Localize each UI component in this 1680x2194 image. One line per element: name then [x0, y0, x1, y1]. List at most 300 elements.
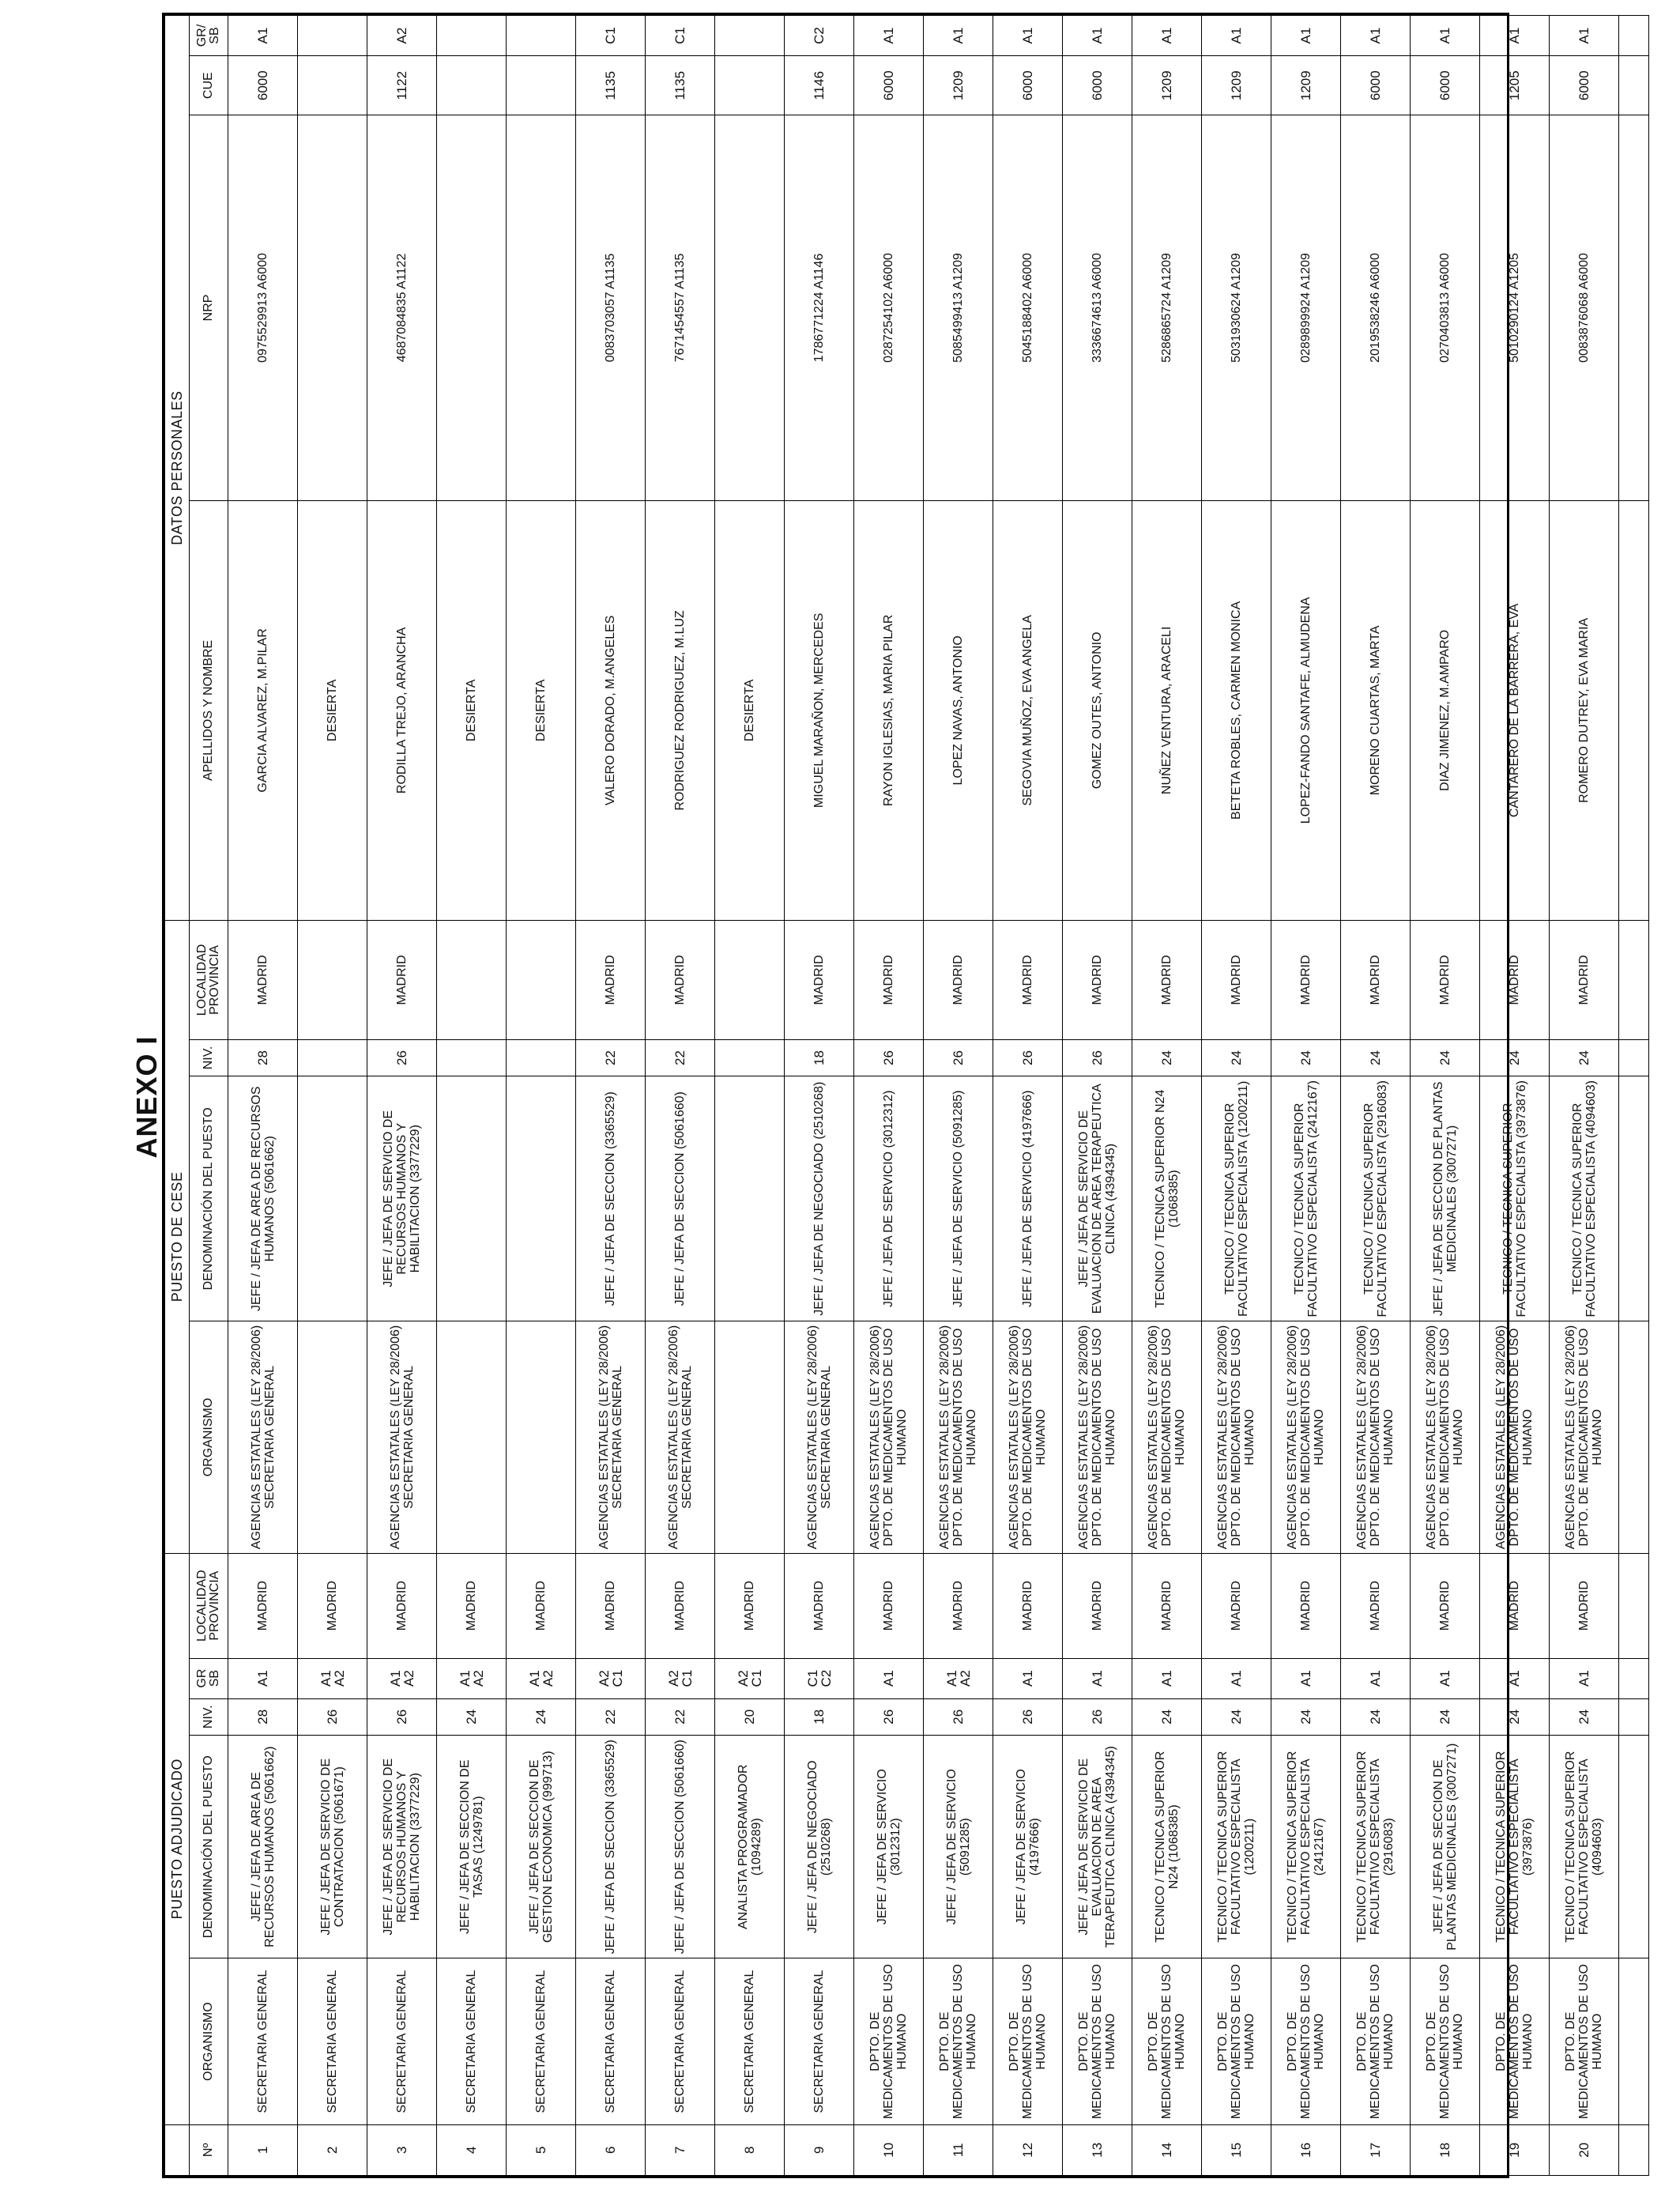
cell-organismo: DPTO. DE MEDICAMENTOS DE USO HUMANO [1202, 1958, 1271, 2124]
cell-organismo: DPTO. DE MEDICAMENTOS DE USO HUMANO [1480, 1958, 1550, 2124]
cell-number: 17 [1341, 2124, 1411, 2175]
cell-niv: 24 [1132, 1698, 1202, 1736]
cell-grsb-personal: A1 [1063, 16, 1132, 56]
cell-apellidos-nombre: SEGOVIA MUÑOZ, EVA ANGELA [993, 500, 1063, 921]
cell-grsb-personal: A1 [1480, 16, 1550, 56]
cell-niv: 26 [993, 1698, 1063, 1736]
cell-cese-niv: 22 [646, 1039, 715, 1076]
cell-denominacion: TECNICO / TECNICA SUPERIOR FACULTATIVO ESPECIALISTA (2412167) [1271, 1736, 1341, 1958]
cell-apellidos-nombre: LOPEZ-FANDO SANTAFE, ALMUDENA [1271, 500, 1341, 921]
cell-grsb-personal [715, 16, 785, 56]
cell-number: 5 [507, 2124, 576, 2175]
cell-number: 18 [1411, 2124, 1480, 2175]
cell-grsb-personal: A1 [1202, 16, 1271, 56]
cell-localidad: MADRID [1202, 1553, 1271, 1658]
cell-cese-denominacion: JEFE / JEFA DE SERVICIO (5091285) [924, 1076, 993, 1321]
table-body [228, 16, 1649, 2176]
cell-cese-denominacion: TECNICO / TECNICA SUPERIOR FACULTATIVO ESPECIALISTA (2916083) [1341, 1076, 1411, 1321]
cell-cese-organismo [715, 1321, 785, 1553]
cell-organismo: DPTO. DE MEDICAMENTOS DE USO HUMANO [993, 1958, 1063, 2124]
cell-niv: 24 [1480, 1698, 1550, 1736]
cell-nrp: 3336674613 A6000 [1063, 115, 1132, 500]
cell-denominacion: JEFE / JEFA DE SECCION DE GESTION ECONOMICA (999713) [507, 1736, 576, 1958]
cell-cese-niv [298, 1039, 367, 1076]
cell-cese-localidad: MADRID [1480, 921, 1550, 1040]
table-row [1132, 16, 1202, 2176]
cell-localidad: MADRID [367, 1553, 437, 1658]
cell-denominacion: JEFE / JEFA DE NEGOCIADO (2510268) [785, 1736, 854, 1958]
cell-cese-localidad [437, 921, 507, 1040]
cell-grsb-personal: A1 [1550, 16, 1619, 56]
cell-grsb-personal: A1 [854, 16, 924, 56]
cell-cese-denominacion: TECNICO / TECNICA SUPERIOR FACULTATIVO ESPECIALISTA (4094603) [1550, 1076, 1619, 1321]
cell-grsb-personal: C2 [785, 16, 854, 56]
table-row [1063, 16, 1132, 2176]
cell-cese-denominacion: TECNICO / TECNICA SUPERIOR FACULTATIVO ESPECIALISTA (1200211) [1202, 1076, 1271, 1321]
cell-localidad: MADRID [298, 1553, 367, 1658]
cell-organismo: SECRETARIA GENERAL [298, 1958, 367, 2124]
cell-cue: 6000 [228, 56, 298, 115]
cell-cese-organismo: AGENCIAS ESTATALES (LEY 28/2006) DPTO. DE MEDICAMENTOS DE USO HUMANO [854, 1321, 924, 1553]
cell-nrp: 2019538246 A6000 [1341, 115, 1411, 500]
cell-cue: 1122 [367, 56, 437, 115]
cell-niv: 22 [576, 1698, 646, 1736]
cell-cese-denominacion: JEFE / JEFA DE SERVICIO DE RECURSOS HUMANOS Y HABILITACION (3377229) [367, 1076, 437, 1321]
col-header-cese-denominacion: DENOMINACIÓN DEL PUESTO [190, 1076, 228, 1321]
cell-apellidos-nombre: GOMEZ OUTES, ANTONIO [1063, 500, 1132, 921]
cell-cese-organismo: AGENCIAS ESTATALES (LEY 28/2006) DPTO. DE MEDICAMENTOS DE USO HUMANO [993, 1321, 1063, 1553]
cell-apellidos-nombre: MORENO CUARTAS, MARTA [1341, 500, 1411, 921]
cell-apellidos-nombre: DESIERTA [298, 500, 367, 921]
cell-grsb: A1 [993, 1658, 1063, 1698]
table-row [1341, 16, 1411, 2176]
cell-cese-localidad: MADRID [367, 921, 437, 1040]
column-header-row [190, 16, 228, 2176]
cell-grsb: C1 C2 [785, 1658, 854, 1698]
cell-nrp: 0083703057 A1135 [576, 115, 646, 500]
cell-number: 1 [228, 2124, 298, 2175]
cell-grsb-personal: A2 [367, 16, 437, 56]
table-row [228, 16, 298, 2176]
cell-cese-organismo: AGENCIAS ESTATALES (LEY 28/2006) SECRETARIA GENERAL [367, 1321, 437, 1553]
annex-table [164, 15, 1649, 2176]
cell-number: 14 [1132, 2124, 1202, 2175]
cell-grsb-personal: A1 [993, 16, 1063, 56]
cell-niv: 18 [785, 1698, 854, 1736]
cell-localidad: MADRID [1480, 1553, 1550, 1658]
cell-nrp: 7671454557 A1135 [646, 115, 715, 500]
cell-organismo: SECRETARIA GENERAL [437, 1958, 507, 2124]
cell-localidad: MADRID [1550, 1553, 1619, 1658]
cell-nrp [507, 115, 576, 500]
cell-apellidos-nombre: NUÑEZ VENTURA, ARACELI [1132, 500, 1202, 921]
cell-cese-niv: 24 [1480, 1039, 1550, 1076]
cell-cue: 6000 [854, 56, 924, 115]
cell-niv: 26 [1063, 1698, 1132, 1736]
cell-grsb-personal [507, 16, 576, 56]
cell-grsb: A1 A2 [507, 1658, 576, 1698]
cell-cese-localidad: MADRID [1341, 921, 1411, 1040]
cell-grsb: A1 [1480, 1658, 1550, 1698]
cell-denominacion: JEFE / JEFA DE SECCION DE PLANTAS MEDICINALES (3007271) [1411, 1736, 1480, 1958]
table-row [924, 16, 993, 2176]
cell-localidad: MADRID [715, 1553, 785, 1658]
cell-grsb: A1 [1411, 1658, 1480, 1698]
cell-organismo: DPTO. DE MEDICAMENTOS DE USO HUMANO [854, 1958, 924, 2124]
cell-cue: 1209 [924, 56, 993, 115]
cell-cese-localidad: MADRID [646, 921, 715, 1040]
cell-nrp: 1786771224 A1146 [785, 115, 854, 500]
cell-number: 12 [993, 2124, 1063, 2175]
cell-cese-localidad: MADRID [1202, 921, 1271, 1040]
table-row [785, 16, 854, 2176]
cell-niv: 24 [507, 1698, 576, 1736]
cell-number: 4 [437, 2124, 507, 2175]
cell-niv: 26 [367, 1698, 437, 1736]
cell-nrp [715, 115, 785, 500]
cell-number: 11 [924, 2124, 993, 2175]
cell-cese-denominacion: JEFE / JEFA DE SERVICIO (4197666) [993, 1076, 1063, 1321]
cell-cese-organismo: AGENCIAS ESTATALES (LEY 28/2006) DPTO. DE MEDICAMENTOS DE USO HUMANO [1341, 1321, 1411, 1553]
cell-apellidos-nombre: RODILLA TREJO, ARANCHA [367, 500, 437, 921]
cell-number: 15 [1202, 2124, 1271, 2175]
cell-nrp: 0270403813 A6000 [1411, 115, 1480, 500]
cell-niv: 24 [437, 1698, 507, 1736]
cell-grsb: A1 [1202, 1658, 1271, 1698]
cell-denominacion: JEFE / JEFA DE SERVICIO DE CONTRATACION (5061671) [298, 1736, 367, 1958]
cell-cese-localidad: MADRID [785, 921, 854, 1040]
cell-organismo: SECRETARIA GENERAL [785, 1958, 854, 2124]
cell-denominacion: TECNICO / TECNICA SUPERIOR FACULTATIVO ESPECIALISTA (2916083) [1341, 1736, 1411, 1958]
cell-cese-localidad: MADRID [1132, 921, 1202, 1040]
cell-cese-niv: 24 [1202, 1039, 1271, 1076]
cell-cese-organismo: AGENCIAS ESTATALES (LEY 28/2006) DPTO. DE MEDICAMENTOS DE USO HUMANO [1480, 1321, 1550, 1553]
cell-cese-denominacion [437, 1076, 507, 1321]
cell-cese-niv: 18 [785, 1039, 854, 1076]
cell-cese-denominacion: JEFE / JEFA DE AREA DE RECURSOS HUMANOS (5061662) [228, 1076, 298, 1321]
cell-cese-organismo: AGENCIAS ESTATALES (LEY 28/2006) DPTO. DE MEDICAMENTOS DE USO HUMANO [1063, 1321, 1132, 1553]
cell-organismo: DPTO. DE MEDICAMENTOS DE USO HUMANO [1341, 1958, 1411, 2124]
cell-cese-organismo: AGENCIAS ESTATALES (LEY 28/2006) SECRETARIA GENERAL [228, 1321, 298, 1553]
cell-cese-niv: 24 [1411, 1039, 1480, 1076]
col-header-cese-organismo: ORGANISMO [190, 1321, 228, 1553]
col-header-cue: CUE [190, 56, 228, 115]
cell-cese-denominacion: JEFE / JEFA DE SERVICIO DE EVALUACION DE AREA TERAPEUTICA CLINICA (4394345) [1063, 1076, 1132, 1321]
cell-grsb-personal: A1 [924, 16, 993, 56]
cell-cue: 6000 [1550, 56, 1619, 115]
cell-organismo: SECRETARIA GENERAL [715, 1958, 785, 2124]
cell-niv: 24 [1341, 1698, 1411, 1736]
cell-number: 3 [367, 2124, 437, 2175]
table-row [437, 16, 507, 2176]
cell-cese-localidad [715, 921, 785, 1040]
cell-denominacion: TECNICO / TECNICA SUPERIOR FACULTATIVO ESPECIALISTA (4094603) [1550, 1736, 1619, 1958]
table-row [1411, 16, 1480, 2176]
cell-cue: 1205 [1480, 56, 1550, 115]
cell-nrp: 0083876068 A6000 [1550, 115, 1619, 500]
cell-organismo: SECRETARIA GENERAL [367, 1958, 437, 2124]
cell-grsb: A1 A2 [367, 1658, 437, 1698]
cell-nrp: 4687084835 A1122 [367, 115, 437, 500]
cell-apellidos-nombre: DESIERTA [507, 500, 576, 921]
cell-apellidos-nombre: DIAZ JIMENEZ, M.AMPARO [1411, 500, 1480, 921]
cell-nrp: 0289899924 A1209 [1271, 115, 1341, 500]
cell-localidad: MADRID [646, 1553, 715, 1658]
cell-cese-localidad: MADRID [924, 921, 993, 1040]
cell-denominacion: JEFE / JEFA DE AREA DE RECURSOS HUMANOS (5061662) [228, 1736, 298, 1958]
cell-cese-organismo: AGENCIAS ESTATALES (LEY 28/2006) DPTO. DE MEDICAMENTOS DE USO HUMANO [1202, 1321, 1271, 1553]
cell-denominacion: JEFE / JEFA DE SERVICIO (4197666) [993, 1736, 1063, 1958]
table-row [854, 16, 924, 2176]
table-row [1202, 16, 1271, 2176]
cell-niv: 20 [715, 1698, 785, 1736]
cell-cese-denominacion [298, 1076, 367, 1321]
cell-denominacion: TECNICO / TECNICA SUPERIOR FACULTATIVO ESPECIALISTA (3973876) [1480, 1736, 1550, 1958]
cell-localidad: MADRID [507, 1553, 576, 1658]
cell-cese-organismo: AGENCIAS ESTATALES (LEY 28/2006) DPTO. DE MEDICAMENTOS DE USO HUMANO [924, 1321, 993, 1553]
cell-localidad: MADRID [854, 1553, 924, 1658]
cell-organismo: DPTO. DE MEDICAMENTOS DE USO HUMANO [1411, 1958, 1480, 2124]
cell-apellidos-nombre: MIGUEL MARAÑON, MERCEDES [785, 500, 854, 921]
cell-cese-denominacion: TECNICO / TECNICA SUPERIOR FACULTATIVO ESPECIALISTA (3973876) [1480, 1076, 1550, 1321]
cell-cese-localidad: MADRID [1271, 921, 1341, 1040]
cell-localidad: MADRID [1411, 1553, 1480, 1658]
cell-cese-denominacion: JEFE / JEFA DE SECCION (3365529) [576, 1076, 646, 1321]
cell-organismo: SECRETARIA GENERAL [576, 1958, 646, 2124]
cell-cue [507, 56, 576, 115]
cell-niv: 24 [1271, 1698, 1341, 1736]
cell-cese-organismo [507, 1321, 576, 1553]
cell-denominacion: JEFE / JEFA DE SECCION (5061660) [646, 1736, 715, 1958]
cell-cese-localidad: MADRID [228, 921, 298, 1040]
table-row [1480, 16, 1550, 2176]
col-header-grsb-personal: GR/ SB [190, 16, 228, 56]
cell-organismo: DPTO. DE MEDICAMENTOS DE USO HUMANO [1063, 1958, 1132, 2124]
cell-localidad: MADRID [1341, 1553, 1411, 1658]
col-header-denominacion: DENOMINACIÓN DEL PUESTO [190, 1736, 228, 1958]
cell-cue: 6000 [1411, 56, 1480, 115]
group-header-row [165, 16, 190, 2176]
cell-number: 7 [646, 2124, 715, 2175]
cell-grsb-personal: A1 [1411, 16, 1480, 56]
cell-nrp: 5031930624 A1209 [1202, 115, 1271, 500]
cell-cue [298, 56, 367, 115]
cell-denominacion: JEFE / JEFA DE SERVICIO DE EVALUACION DE AREA TERAPEUTICA CLINICA (4394345) [1063, 1736, 1132, 1958]
table-row [646, 16, 715, 2176]
cell-niv: 26 [298, 1698, 367, 1736]
cell-niv: 28 [228, 1698, 298, 1736]
cell-cese-niv: 26 [854, 1039, 924, 1076]
cell-niv: 22 [646, 1698, 715, 1736]
cell-localidad: MADRID [785, 1553, 854, 1658]
cell-denominacion: TECNICO / TECNICA SUPERIOR FACULTATIVO ESPECIALISTA (1200211) [1202, 1736, 1271, 1958]
cell-cese-niv [507, 1039, 576, 1076]
table-row [298, 16, 367, 2176]
cell-cese-niv: 26 [1063, 1039, 1132, 1076]
cell-number: 9 [785, 2124, 854, 2175]
col-header-apellidos: APELLIDOS Y NOMBRE [190, 500, 228, 921]
cell-grsb: A1 [1550, 1658, 1619, 1698]
cell-grsb: A1 A2 [298, 1658, 367, 1698]
cell-grsb-personal: A1 [1132, 16, 1202, 56]
cell-niv: 24 [1550, 1698, 1619, 1736]
col-header-organismo: ORGANISMO [190, 1958, 228, 2124]
cell-grsb: A1 [1341, 1658, 1411, 1698]
cell-denominacion: JEFE / JEFA DE SECCION DE TASAS (1249781) [437, 1736, 507, 1958]
cell-cue: 1209 [1271, 56, 1341, 115]
cell-grsb: A1 [1132, 1658, 1202, 1698]
col-header-cese-localidad: LOCALIDAD PROVINCIA [190, 921, 228, 1040]
cell-cese-niv: 24 [1341, 1039, 1411, 1076]
col-header-niv: NIV. [190, 1698, 228, 1736]
cell-apellidos-nombre: GARCIA ALVAREZ, M.PILAR [228, 500, 298, 921]
cell-grsb-personal [298, 16, 367, 56]
cell-nrp: 0287254102 A6000 [854, 115, 924, 500]
table-row [367, 16, 437, 2176]
cell-niv: 24 [1411, 1698, 1480, 1736]
cell-localidad: MADRID [576, 1553, 646, 1658]
cell-organismo: SECRETARIA GENERAL [228, 1958, 298, 2124]
cell-cese-localidad: MADRID [1411, 921, 1480, 1040]
col-header-grsb: GR SB [190, 1658, 228, 1698]
cell-number: 19 [1480, 2124, 1550, 2175]
cell-cese-organismo: AGENCIAS ESTATALES (LEY 28/2006) DPTO. DE MEDICAMENTOS DE USO HUMANO [1132, 1321, 1202, 1553]
cell-cese-organismo: AGENCIAS ESTATALES (LEY 28/2006) SECRETARIA GENERAL [576, 1321, 646, 1553]
cell-organismo: DPTO. DE MEDICAMENTOS DE USO HUMANO [1550, 1958, 1619, 2124]
cell-apellidos-nombre: ROMERO DUTREY, EVA MARIA [1550, 500, 1619, 921]
cell-grsb: A1 [854, 1658, 924, 1698]
group-header-personales: DATOS PERSONALES [165, 16, 190, 921]
cell-cese-niv: 26 [924, 1039, 993, 1076]
cell-cese-denominacion: TECNICO / TECNICA SUPERIOR FACULTATIVO ESPECIALISTA (2412167) [1271, 1076, 1341, 1321]
cell-cese-localidad: MADRID [993, 921, 1063, 1040]
annex-table-frame [162, 13, 1604, 2178]
cell-denominacion: JEFE / JEFA DE SERVICIO DE RECURSOS HUMANOS Y HABILITACION (3377229) [367, 1736, 437, 1958]
cell-cue [437, 56, 507, 115]
cell-grsb: A1 A2 [924, 1658, 993, 1698]
cell-cese-organismo: AGENCIAS ESTATALES (LEY 28/2006) SECRETARIA GENERAL [785, 1321, 854, 1553]
cell-number: 20 [1550, 2124, 1619, 2175]
col-header-nrp: NRP [190, 115, 228, 500]
group-header-cese: PUESTO DE CESE [165, 921, 190, 1554]
cell-number: 6 [576, 2124, 646, 2175]
cell-cese-denominacion [507, 1076, 576, 1321]
cell-cese-organismo: AGENCIAS ESTATALES (LEY 28/2006) DPTO. DE MEDICAMENTOS DE USO HUMANO [1411, 1321, 1480, 1553]
cell-number: 13 [1063, 2124, 1132, 2175]
cell-cue: 6000 [1341, 56, 1411, 115]
cell-apellidos-nombre: RODRIGUEZ RODRIGUEZ, M.LUZ [646, 500, 715, 921]
cell-grsb: A1 [1271, 1658, 1341, 1698]
cell-apellidos-nombre: BETETA ROBLES, CARMEN MONICA [1202, 500, 1271, 921]
cell-cese-localidad: MADRID [854, 921, 924, 1040]
cell-cese-niv: 26 [993, 1039, 1063, 1076]
cell-nrp: 0975529913 A6000 [228, 115, 298, 500]
cell-cese-organismo: AGENCIAS ESTATALES (LEY 28/2006) DPTO. DE MEDICAMENTOS DE USO HUMANO [1271, 1321, 1341, 1553]
cell-grsb: A2 C1 [646, 1658, 715, 1698]
cell-cese-organismo: AGENCIAS ESTATALES (LEY 28/2006) SECRETARIA GENERAL [646, 1321, 715, 1553]
cell-cue: 6000 [1063, 56, 1132, 115]
cell-niv: 26 [924, 1698, 993, 1736]
cell-number: 2 [298, 2124, 367, 2175]
cell-cese-niv: 28 [228, 1039, 298, 1076]
cell-apellidos-nombre: CANTARERO DE LA BARRERA, EVA [1480, 500, 1550, 921]
cell-apellidos-nombre: LOPEZ NAVAS, ANTONIO [924, 500, 993, 921]
table-row [507, 16, 576, 2176]
table-row [1550, 16, 1619, 2176]
cell-denominacion: JEFE / JEFA DE SECCION (3365529) [576, 1736, 646, 1958]
cell-apellidos-nombre: DESIERTA [437, 500, 507, 921]
cell-cue: 1209 [1202, 56, 1271, 115]
cell-number: 10 [854, 2124, 924, 2175]
cell-localidad: MADRID [1271, 1553, 1341, 1658]
cell-nrp: 5010290124 A1205 [1480, 115, 1550, 500]
cell-cue: 6000 [993, 56, 1063, 115]
cell-grsb: A1 A2 [437, 1658, 507, 1698]
cell-grsb: A1 [1063, 1658, 1132, 1698]
cell-cese-denominacion: JEFE / JEFA DE SECCION DE PLANTAS MEDICINALES (3007271) [1411, 1076, 1480, 1321]
cell-cese-localidad [298, 921, 367, 1040]
cell-denominacion: ANALISTA PROGRAMADOR (1094289) [715, 1736, 785, 1958]
cell-localidad: MADRID [1132, 1553, 1202, 1658]
cell-nrp: 5045188402 A6000 [993, 115, 1063, 500]
cell-cese-niv: 24 [1271, 1039, 1341, 1076]
col-header-n: Nº [190, 2124, 228, 2175]
cell-cese-denominacion: JEFE / JEFA DE SECCION (5061660) [646, 1076, 715, 1321]
table-row [1271, 16, 1341, 2176]
cell-denominacion: JEFE / JEFA DE SERVICIO (5091285) [924, 1736, 993, 1958]
cell-cese-denominacion: TECNICO / TECNICA SUPERIOR N24 (1068385) [1132, 1076, 1202, 1321]
cell-apellidos-nombre: DESIERTA [715, 500, 785, 921]
cell-grsb-personal: C1 [646, 16, 715, 56]
col-header-cese-niv: NIV. [190, 1039, 228, 1076]
cell-grsb-personal: A1 [1271, 16, 1341, 56]
cell-niv: 24 [1202, 1698, 1271, 1736]
cell-cese-denominacion [715, 1076, 785, 1321]
cell-grsb: A2 C1 [715, 1658, 785, 1698]
blank-row [1619, 16, 1649, 2176]
cell-cese-niv [437, 1039, 507, 1076]
cell-cese-niv: 26 [367, 1039, 437, 1076]
cell-apellidos-nombre: VALERO DORADO, M.ANGELES [576, 500, 646, 921]
cell-localidad: MADRID [228, 1553, 298, 1658]
cell-localidad: MADRID [924, 1553, 993, 1658]
group-header-adjudicado: PUESTO ADJUDICADO [165, 1553, 190, 2124]
cell-cese-organismo: AGENCIAS ESTATALES (LEY 28/2006) DPTO. DE MEDICAMENTOS DE USO HUMANO [1550, 1321, 1619, 1553]
page-title: ANEXO I [130, 1035, 163, 1159]
cell-number: 8 [715, 2124, 785, 2175]
cell-cese-denominacion: JEFE / JEFA DE SERVICIO (3012312) [854, 1076, 924, 1321]
table-row [993, 16, 1063, 2176]
cell-grsb: A2 C1 [576, 1658, 646, 1698]
cell-nrp [437, 115, 507, 500]
group-header-blank [165, 2124, 190, 2175]
cell-cese-organismo [437, 1321, 507, 1553]
cell-cese-localidad: MADRID [1550, 921, 1619, 1040]
cell-localidad: MADRID [437, 1553, 507, 1658]
cell-cese-organismo [298, 1321, 367, 1553]
cell-nrp [298, 115, 367, 500]
table-row [576, 16, 646, 2176]
cell-cue: 1209 [1132, 56, 1202, 115]
cell-grsb-personal [437, 16, 507, 56]
cell-cese-niv: 24 [1132, 1039, 1202, 1076]
cell-cese-denominacion: JEFE / JEFA DE NEGOCIADO (2510268) [785, 1076, 854, 1321]
cell-cue: 1135 [576, 56, 646, 115]
cell-grsb-personal: A1 [228, 16, 298, 56]
cell-organismo: DPTO. DE MEDICAMENTOS DE USO HUMANO [924, 1958, 993, 2124]
cell-cese-niv: 24 [1550, 1039, 1619, 1076]
cell-nrp: 5286865724 A1209 [1132, 115, 1202, 500]
